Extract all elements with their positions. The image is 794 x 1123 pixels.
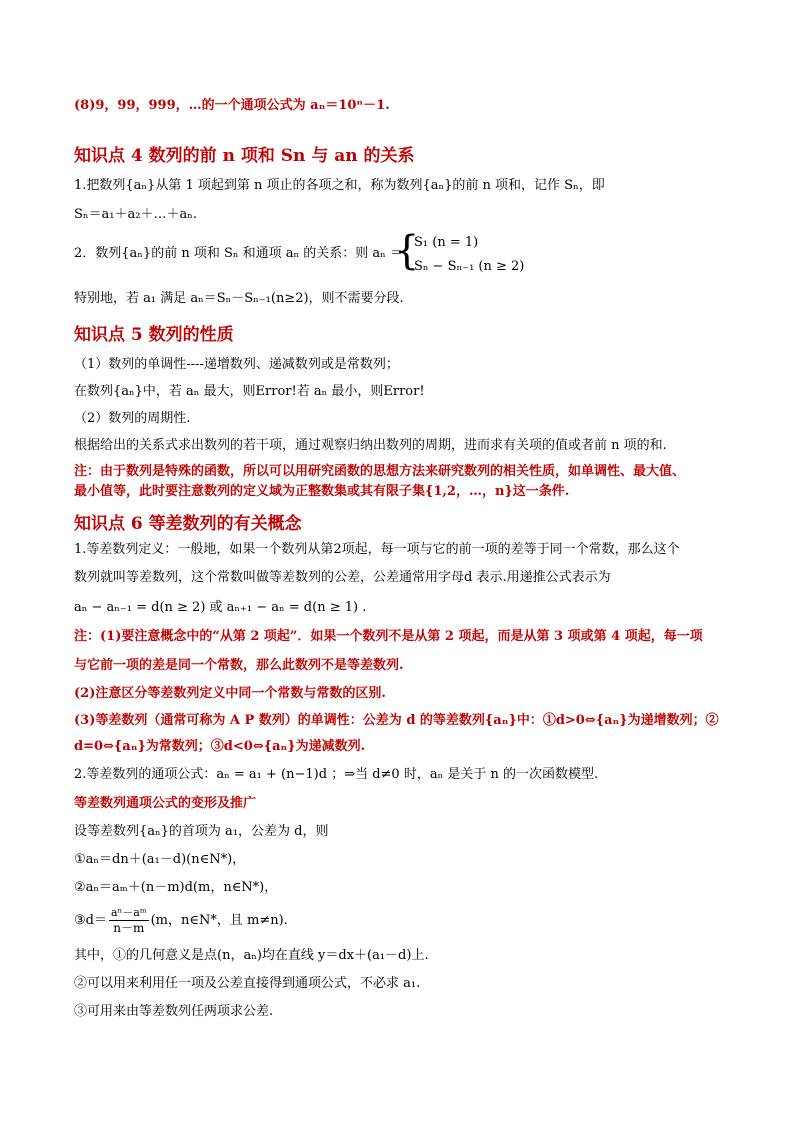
k6-line-17: ③可用来由等差数列任两项求公差. [74, 1004, 274, 1019]
k6-line-3: aₙ − aₙ₋₁ = d(n ≥ 2) 或 aₙ₊₁ − aₙ = d(n ≥ 1) . [74, 600, 367, 615]
k6-line-2: 数列就叫等差数列，这个常数叫做等差数列的公差，公差通常用字母d 表示.用递推公式表示为 [74, 570, 611, 585]
k5-line-1: （1）数列的单调性----递增数列、递减数列或是常数列； [74, 357, 399, 372]
piecewise-case-1: S₁ (n = 1) [414, 235, 479, 250]
k6-line-13: ②aₙ＝aₘ＋(n－m)d(m，n∈N*)， [74, 880, 278, 895]
k4-line-2: 2．数列{aₙ}的前 n 项和 Sₙ 和通项 aₙ 的关系：则 aₙ ＝ [74, 246, 403, 261]
heading-k4: 知识点 4 数列的前 n 项和 Sn 与 an 的关系 [74, 146, 415, 166]
piecewise-brace: { [394, 228, 420, 274]
k6-note-1: 注：(1)要注意概念中的“从第 2 项起”．如果一个数列不是从第 2 项起，而是从第 3 项或第 4 项起，每一项 [74, 629, 703, 644]
k6-line-1: 1.等差数列定义：一般地，如果一个数列从第2项起，每一项与它的前一项的差等于同一个常数，那么这个 [74, 542, 680, 557]
line-8: (8)9，99，999，…的一个通项公式为 aₙ＝10ⁿ－1. [74, 98, 390, 113]
fraction-denominator: n－m [113, 921, 145, 935]
k6-line-15: 其中，①的几何意义是点(n，aₙ)均在直线 y＝dx＋(a₁－d)上. [74, 948, 429, 963]
k4-line-1a: 1.把数列{aₙ}从第 1 项起到第 n 项止的各项之和，称为数列{aₙ}的前 n 项和，记作 Sₙ，即 [74, 178, 605, 193]
heading-k5: 知识点 5 数列的性质 [74, 325, 234, 345]
fraction-numerator: aⁿ－aᵐ [110, 906, 147, 919]
k6-subheading: 等差数列通项公式的变形及推广 [74, 796, 257, 811]
k5-note-1: 注：由于数列是特殊的函数，所以可以用研究函数的思想方法来研究数列的相关性质，如单调性、最大值、 [74, 464, 686, 479]
k6-note-4: (3)等差数列（通常可称为 A P 数列）的单调性：公差为 d 的等差数列{aₙ}中：①d>0⇔{aₙ}为递增数列；② [74, 713, 719, 728]
piecewise-case-2: Sₙ − Sₙ₋₁ (n ≥ 2) [414, 259, 525, 274]
k6-line-11: 设等差数列{aₙ}的首项为 a₁，公差为 d，则 [74, 824, 329, 839]
k6-line-16: ②可以用来利用任一项及公差直接得到通项公式，不必求 a₁. [74, 976, 421, 991]
heading-k6: 知识点 6 等差数列的有关概念 [74, 514, 302, 534]
k6-note-2: 与它前一项的差是同一个常数，那么此数列不是等差数列. [74, 658, 404, 673]
k6-note-3: (2)注意区分等差数列定义中同一个常数与常数的区别. [74, 686, 386, 701]
k5-line-2: 在数列{aₙ}中，若 aₙ 最大，则Error!若 aₙ 最小，则Error! [74, 384, 425, 399]
k6-note-5: d=0⇔{aₙ}为常数列；③d<0⇔{aₙ}为递减数列. [74, 739, 366, 754]
fraction [109, 906, 149, 935]
k5-line-4: 根据给出的关系式求出数列的若干项，通过观察归纳出数列的周期，进而求有关项的值或者前 n 项的和. [74, 438, 667, 453]
k6-line-12: ①aₙ＝dn＋(a₁－d)(n∈N*)， [74, 852, 246, 867]
k6-line-9: 2.等差数列的通项公式：aₙ = a₁ + (n−1)d ；⇒当 d≠0 时，aₙ 是关于 n 的一次函数模型. [74, 767, 599, 782]
formula-d-suffix: (m，n∈N*，且 m≠n). [150, 913, 288, 928]
k4-line-1b: Sₙ＝a₁＋a₂＋…＋aₙ. [74, 207, 197, 222]
formula-d-prefix: ③d＝ [74, 913, 107, 928]
k6-line-14 [74, 906, 754, 935]
k5-line-3: （2）数列的周期性. [74, 411, 191, 426]
k4-line-3: 特别地，若 a₁ 满足 aₙ＝Sₙ－Sₙ₋₁(n≥2)，则不需要分段. [74, 291, 404, 306]
k5-note-2: 最小值等，此时要注意数列的定义域为正整数集或其有限子集{1,2，…，n}这一条件. [74, 484, 570, 499]
